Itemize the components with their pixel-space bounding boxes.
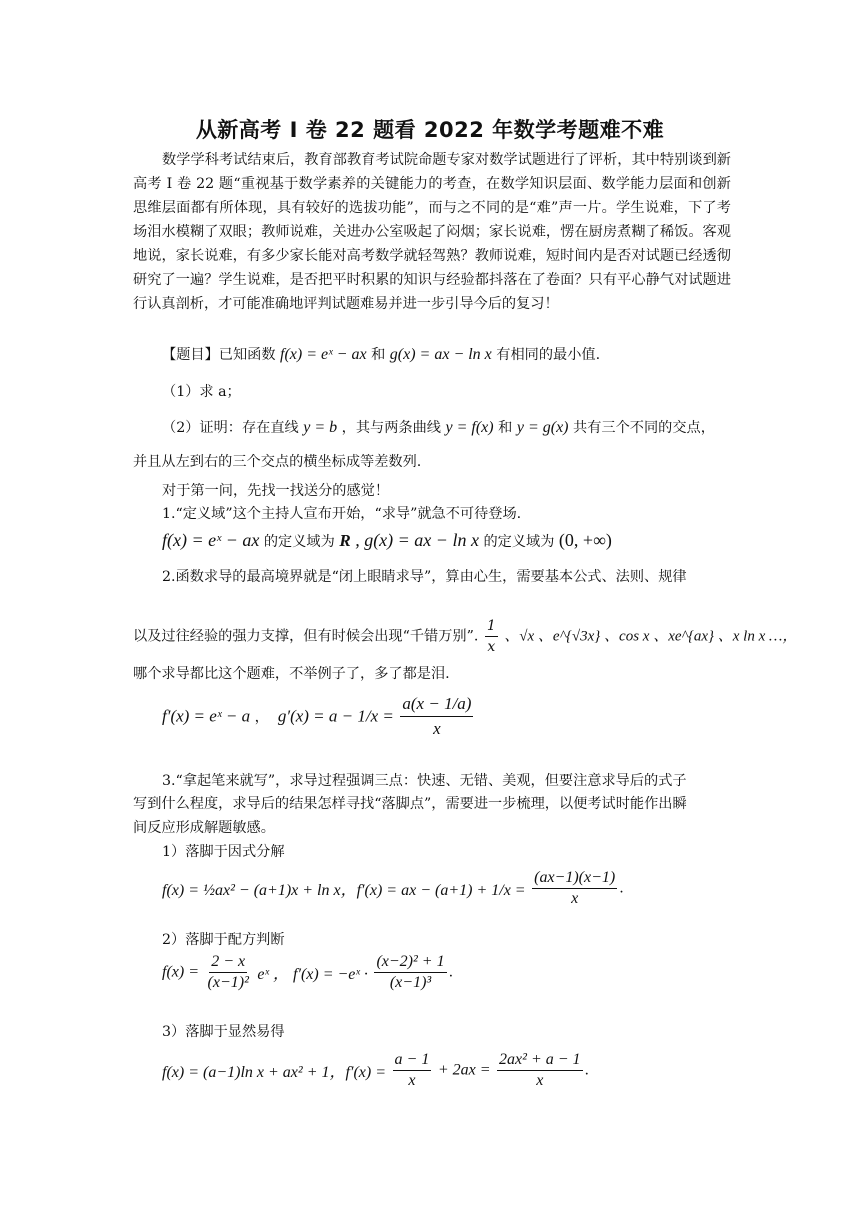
domain-R: R bbox=[339, 531, 351, 550]
deriv-sep: ， bbox=[254, 709, 274, 726]
problem-tail: 有相同的最小值. bbox=[496, 347, 601, 363]
step-2-line-b bbox=[133, 616, 797, 657]
step-2-line-a: 2.函数求导的最高境界就是“闭上眼睛求导”，算由心生，需要基本公式、法则、规律 bbox=[162, 569, 687, 585]
step-1: 1.“定义域”这个主持人宣布开始，“求导”就急不可待登场. bbox=[162, 506, 522, 522]
sub-2-d-num: (x−2)² + 1 bbox=[374, 952, 446, 973]
q2-and: 和 bbox=[498, 420, 513, 436]
q2-text-c: 共有三个不同的交点， bbox=[573, 420, 715, 436]
sub-3-frac-1 bbox=[393, 1050, 432, 1091]
q2-line-expr: y = b bbox=[303, 419, 338, 436]
step-3-line-b: 写到什么程度，求导后的结果怎样寻找“落脚点”，需要进一步梳理，以便考试时能作出瞬 bbox=[133, 796, 687, 812]
sub-2-d-frac bbox=[374, 952, 446, 993]
sub-3-d1: x bbox=[408, 1072, 416, 1089]
derivatives bbox=[162, 692, 475, 741]
sub-3-n1: a − 1 bbox=[393, 1050, 432, 1071]
problem-statement bbox=[162, 344, 600, 364]
sub-2-heading: 2）落脚于配方判断 bbox=[162, 932, 285, 948]
sub-2-mid: eˣ ， f′(x) = −eˣ · bbox=[257, 966, 368, 983]
question-2-cont: 并且从左到右的三个交点的横坐标成等差数列. bbox=[133, 454, 422, 470]
q2-curve-f: y = f(x) bbox=[445, 419, 494, 436]
deriv-f: f′(x) = eˣ − a bbox=[162, 706, 251, 726]
sub-3-frac-2 bbox=[497, 1050, 583, 1091]
sub-1-expr: f(x) = ½ax² − (a+1)x + ln x，f′(x) = ax − (a+1) + 1/x = bbox=[162, 882, 526, 899]
domain-interval: (0, +∞) bbox=[558, 530, 612, 550]
sub-2-f-num: 2 − x bbox=[209, 952, 247, 973]
q2-text-b: ，其与两条曲线 bbox=[341, 420, 441, 436]
sub-2-d-den: (x−1)³ bbox=[389, 974, 432, 991]
step-3-line-c: 间反应形成解题敏感。 bbox=[133, 820, 275, 836]
sub-3-heading: 3）落脚于显然易得 bbox=[162, 1024, 285, 1040]
sub-1-num: (ax−1)(x−1) bbox=[532, 868, 617, 889]
step-2-text-b: 以及过往经验的强力支撑，但有时候会出现“千错万别”. bbox=[133, 628, 479, 645]
deriv-g-frac: $\frac{a(x - 1/a)}{x}$ bbox=[402, 694, 472, 738]
sub-1-math: f(x) = ½ax² − (a+1)x + ln x，f′(x) = ax − (a+1) + 1/x = $\frac{(ax-1)(x-1)}{x}$ . bbox=[162, 869, 624, 907]
sub-1-frac bbox=[532, 868, 617, 909]
sub-3-mid: + 2ax = bbox=[437, 1061, 491, 1079]
page-title: 从新高考 I 卷 22 题看 2022 年数学考题难不难 bbox=[195, 118, 665, 142]
q2-text-a: （2）证明：存在直线 bbox=[162, 420, 299, 436]
sub-2-f-lhs: f(x) = bbox=[162, 963, 199, 981]
frac-1-over-x: $\frac{1}{x}$ bbox=[486, 618, 496, 655]
step-1-domain bbox=[162, 530, 612, 551]
sub-3-n2: 2ax² + a − 1 bbox=[497, 1050, 583, 1071]
question-1: （1）求 a； bbox=[162, 384, 241, 400]
sub-3-d2: x bbox=[536, 1072, 544, 1089]
sub-1-heading: 1）落脚于因式分解 bbox=[162, 844, 285, 860]
problem-and: 和 bbox=[371, 347, 386, 363]
step-2-line-c: 哪个求导都比这个题难，不举例子了，多了都是泪. bbox=[133, 666, 450, 682]
sub-3-math: f(x) = (a−1)ln x + ax² + 1，f′(x) = $\frac{a - 1}{x}$ + 2ax = $\frac{\text{2ax² + a − 1}}{x}$ . bbox=[162, 1051, 590, 1089]
intro-paragraph bbox=[133, 148, 731, 316]
intro-text: 数学学科考试结束后，教育部教育考试院命题专家对数学试题进行了评析，其中特别谈到新高考 I 卷 22 题“重视基于数学素养的关键能力的考查，在数学知识层面、数学能力层面和创新思维层面都有所体现，具有较好的选拔功能”，而与之不同的是“难”声一片。学生说难，下了考场泪水模糊了双眼；教师说难，关进办公室吸起了闷烟；家长说难，愣在厨房煮糊了稀饭。客观地说，家长说难，有多少家长能对高考数学就轻驾熟？教师说难，短时间内是否对试题已经透彻研究了一遍？学生说难，是否把平时积累的知识与经验都抖落在了卷面？只有平心静气对试题进行认真剖析，才可能准确地评判试题难易并进一步引导今后的复习！ bbox=[133, 152, 731, 312]
q1-intro: 对于第一问，先找一找送分的感觉！ bbox=[162, 483, 390, 499]
question-2 bbox=[162, 417, 715, 437]
deriv-g: g′(x) = a − 1/x = bbox=[277, 706, 394, 726]
domain-g-expr: , g(x) = ax − ln x bbox=[355, 530, 479, 550]
sub-1-den: x bbox=[571, 890, 579, 907]
problem-label: 【题目】已知函数 bbox=[162, 347, 276, 363]
domain-f-expr: f(x) = eˣ − ax bbox=[162, 530, 260, 550]
step-3-line-a: 3.“拿起笔来就写”，求导过程强调三点：快速、无错、美观，但要注意求导后的式子 bbox=[162, 773, 687, 789]
step-2-examples: 、√x 、e^{√3x} 、cos x 、xe^{ax} 、x ln x …， bbox=[504, 628, 798, 645]
problem-g-expr: g(x) = ax − ln x bbox=[389, 346, 492, 363]
q2-curve-g: y = g(x) bbox=[516, 419, 569, 436]
domain-text-b: 的定义域为 bbox=[483, 534, 555, 550]
sub-2-f-den: (x−1)² bbox=[207, 974, 249, 991]
domain-text-a: 的定义域为 bbox=[263, 534, 335, 550]
sub-3-expr: f(x) = (a−1)ln x + ax² + 1，f′(x) = bbox=[162, 1064, 386, 1081]
sub-2-f-frac bbox=[206, 952, 251, 993]
sub-2-math: f(x) = $\frac{2 - x}{\text{(x−1)²}}$ eˣ ， f′(x) = −eˣ · $\frac{\text{(x−2)² + 1}}{\text{(x−1)³}}$ . bbox=[162, 953, 454, 991]
problem-f-expr: f(x) = eˣ − ax bbox=[280, 346, 367, 363]
